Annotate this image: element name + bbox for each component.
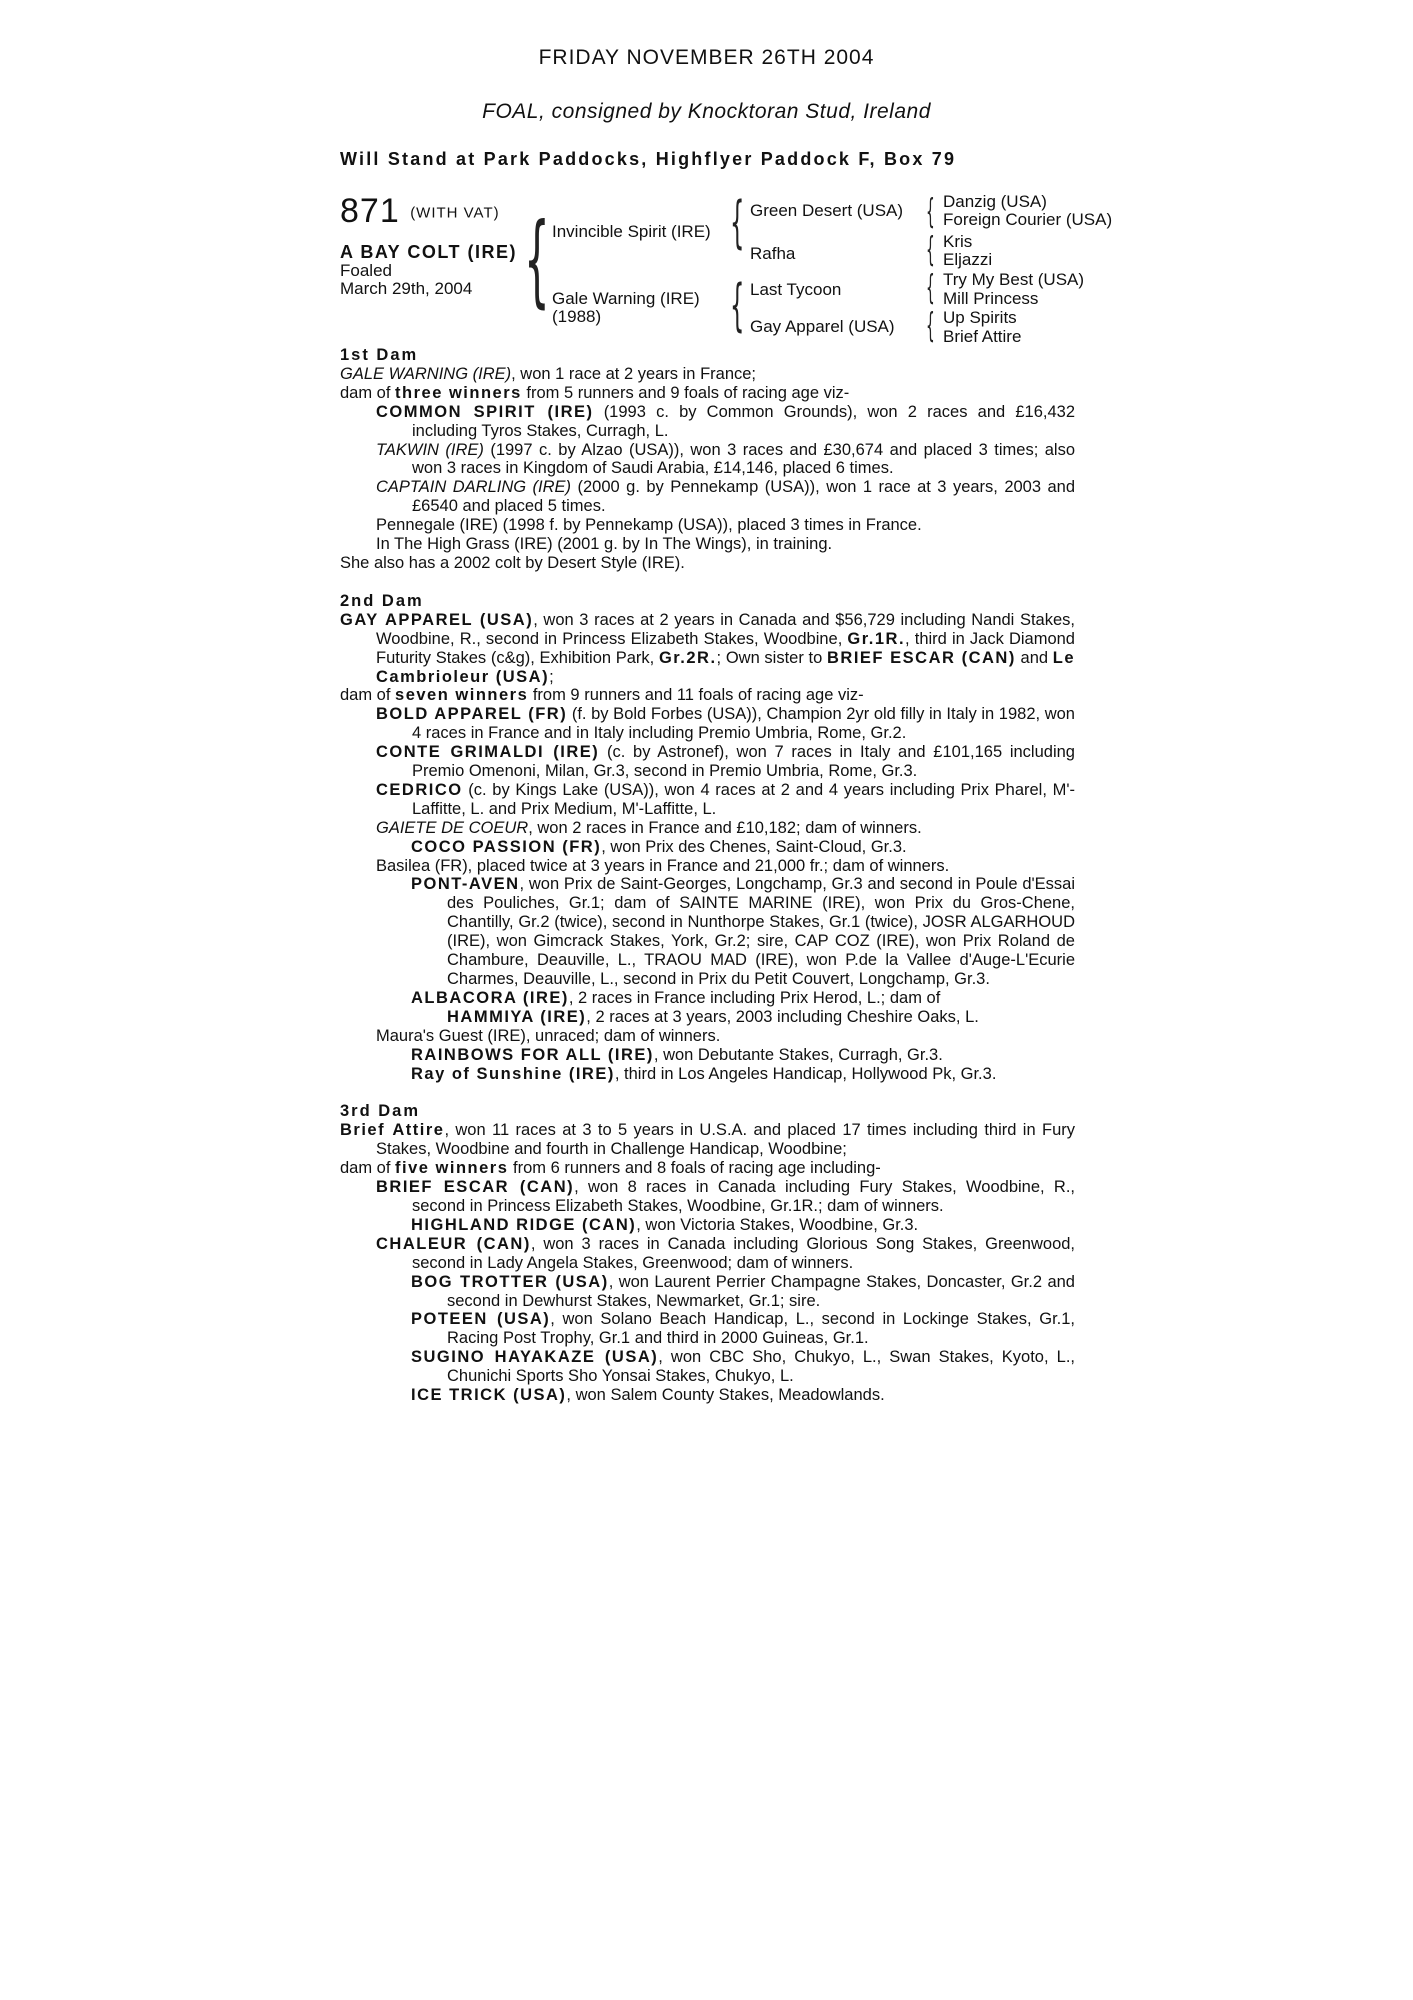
sale-date: FRIDAY NOVEMBER 26TH 2004: [538, 46, 875, 69]
produce-name: POTEEN (USA): [411, 1310, 551, 1329]
ggp-4: Eljazzi: [943, 250, 993, 269]
dam-name: [552, 290, 700, 326]
ggp-8: Brief Attire: [943, 327, 1022, 346]
produce-name: RAINBOWS FOR ALL (IRE): [411, 1045, 654, 1064]
grade: Gr.2R.: [658, 648, 717, 667]
sire-brace: {: [730, 190, 745, 255]
winners-count: five winners: [395, 1159, 509, 1178]
text: , third in Jack Diamond Futurity Stakes (c&g), Exhibition Park,: [376, 629, 1075, 667]
produce-entry: [340, 1216, 1075, 1235]
dam-name: GAY APPAREL (USA): [340, 610, 534, 629]
produce-entry: [340, 989, 1075, 1008]
produce-name: CAPTAIN DARLING (IRE): [376, 478, 572, 497]
produce-name: HIGHLAND RIDGE (CAN): [411, 1215, 637, 1234]
ggp-6: Mill Princess: [943, 289, 1039, 308]
produce-entry: [340, 1046, 1075, 1065]
second-dam-produce: [340, 686, 1075, 705]
dam-name: Brief Attire: [340, 1121, 445, 1140]
text: , third in Los Angeles Handicap, Hollywood Pk, Gr.3.: [614, 1064, 997, 1083]
dam-year: (1988): [552, 307, 602, 326]
dam-dam: Gay Apparel (USA): [750, 317, 895, 336]
text: dam of: [340, 383, 396, 402]
ggp-7: Up Spirits: [943, 308, 1017, 327]
dam-name-italic: GALE WARNING (IRE): [340, 364, 512, 383]
ggp-1: Danzig (USA): [943, 192, 1047, 211]
produce-entry: [340, 743, 1075, 781]
foaled-date: March 29th, 2004: [340, 279, 473, 298]
produce-name: Ray of Sunshine (IRE): [411, 1064, 615, 1083]
pedigree-body: [340, 346, 1075, 1405]
ggp-brace-3: {: [926, 268, 935, 308]
horse-description: A BAY COLT (IRE): [340, 242, 518, 262]
third-dam-heading: 3rd Dam: [340, 1102, 421, 1121]
text: , won 11 races at 3 to 5 years in U.S.A. and placed 17 times including third in Fury Stakes, Woodbine and fourth in Challenge Handicap, Woodbine;: [376, 1121, 1075, 1159]
produce-name: CEDRICO: [376, 780, 463, 799]
text: , won Salem County Stakes, Meadowlands.: [566, 1386, 885, 1405]
produce-name: COCO PASSION (FR): [411, 837, 602, 856]
produce-entry: [340, 1386, 1075, 1405]
produce-name: ALBACORA (IRE): [411, 988, 569, 1007]
produce-entry: Basilea (FR), placed twice at 3 years in France and 21,000 fr.; dam of winners.: [376, 856, 950, 875]
ggp-brace-1: {: [926, 192, 935, 232]
ggp-brace-2: {: [926, 230, 935, 270]
lot-number: [340, 192, 500, 231]
sibling-name: Le Cambrioleur (USA): [376, 648, 1076, 686]
text: , 2 races at 3 years, 2003 including Cheshire Oaks, L.: [586, 1007, 979, 1026]
text: , 2 races in France including Prix Herod, L.; dam of: [568, 988, 941, 1007]
stabling-location: Will Stand at Park Paddocks, Highflyer Paddock F, Box 79: [340, 149, 957, 169]
produce-name: TAKWIN (IRE): [376, 440, 484, 459]
text: dam of: [340, 1159, 396, 1178]
winners-count: three winners: [395, 383, 522, 402]
text: (c. by Kings Lake (USA)), won 4 races at 2 and 4 years including Prix Pharel, M'-Laffitte, L. and Prix Medium, M'-Laffitte, L.: [412, 780, 1075, 818]
produce-entry: [340, 403, 1075, 441]
produce-entry: Pennegale (IRE) (1998 f. by Pennekamp (USA)), placed 3 times in France.: [376, 516, 922, 535]
produce-entry: [340, 1178, 1075, 1216]
produce-entry: [340, 441, 1075, 479]
text: (c. by Astronef), won 7 races in Italy and £101,165 including Premio Omenoni, Milan, Gr.3, second in Premio Umbria, Rome, Gr.3.: [412, 743, 1075, 781]
text: , won Laurent Perrier Champagne Stakes, Doncaster, Gr.2 and second in Dewhurst Stakes, Newmarket, Gr.1; sire.: [447, 1272, 1075, 1310]
lot-number-value: 871: [340, 192, 400, 230]
text: and: [1015, 648, 1053, 667]
produce-name: COMMON SPIRIT (IRE): [376, 402, 594, 421]
produce-entry: [340, 1273, 1075, 1311]
produce-name: BOG TROTTER (USA): [411, 1272, 609, 1291]
produce-entry: [340, 875, 1075, 988]
produce-name: BRIEF ESCAR (CAN): [376, 1178, 575, 1197]
text: , won 2 races in France and £10,182; dam of winners.: [528, 818, 922, 837]
text: , won Solano Beach Handicap, L., second in Lockinge Stakes, Gr.1, Racing Post Trophy, Gr.1 and third in 2000 Guineas, Gr.1.: [447, 1310, 1075, 1348]
produce-entry: [340, 1008, 1075, 1027]
text: , won 3 races at 2 years in Canada and $56,729 including Nandi Stakes, Woodbine, R., second in Princess Elizabeth Stakes, Woodbine,: [376, 610, 1075, 648]
spacer: [340, 573, 1075, 592]
text: , won CBC Sho, Chukyo, L., Swan Stakes, Kyoto, L., Chunichi Sports Sho Yonsai Stakes, Chukyo, L.: [447, 1348, 1075, 1386]
vat-note: (WITH VAT): [410, 204, 500, 222]
produce-name: HAMMIYA (IRE): [447, 1007, 587, 1026]
third-dam-entry: [340, 1121, 1075, 1159]
sire-dam: Rafha: [750, 244, 796, 263]
ggp-brace-4: {: [926, 306, 935, 346]
sire-name: Invincible Spirit (IRE): [552, 222, 711, 241]
text: , won Debutante Stakes, Curragh, Gr.3.: [653, 1045, 943, 1064]
spacer: [340, 1083, 1075, 1102]
text: , won 3 races in Canada including Glorious Song Stakes, Greenwood, second in Lady Angela Stakes, Greenwood; dam of winners.: [412, 1234, 1076, 1272]
dam-name-line1: Gale Warning (IRE): [552, 289, 700, 308]
produce-name: PONT-AVEN: [411, 875, 520, 894]
text: ; Own sister to: [716, 648, 827, 667]
produce-name: BOLD APPAREL (FR): [376, 705, 568, 724]
foaled-label: Foaled: [340, 261, 392, 280]
winners-count: seven winners: [395, 686, 529, 705]
text: from 9 runners and 11 foals of racing age viz-: [528, 686, 864, 705]
second-dam-heading: 2nd Dam: [340, 591, 424, 610]
ggp-2: Foreign Courier (USA): [943, 210, 1113, 229]
text: (1997 c. by Alzao (USA)), won 3 races and £30,674 and placed 3 times; also won 3 races in Kingdom of Saudi Arabia, £14,146, placed 6 times.: [412, 440, 1075, 478]
produce-entry: [340, 478, 1075, 516]
first-dam-entry: [340, 365, 1075, 384]
text: from 6 runners and 8 foals of racing age including-: [508, 1159, 881, 1178]
first-dam-produce: [340, 384, 1075, 403]
text: (f. by Bold Forbes (USA)), Champion 2yr old filly in Italy in 1982, won 4 races in France and in Italy including Premio Umbria, Rome, Gr.2.: [412, 705, 1075, 743]
text: , won 8 races in Canada including Fury Stakes, Woodbine, R., second in Princess Elizabeth Stakes, Woodbine, Gr.1R.; dam of winners.: [412, 1178, 1075, 1215]
produce-name: SUGINO HAYAKAZE (USA): [411, 1348, 659, 1367]
produce-entry: Maura's Guest (IRE), unraced; dam of winners.: [376, 1026, 721, 1045]
foaled-info: [340, 262, 472, 298]
dam-sire: Last Tycoon: [750, 280, 842, 299]
text: (2000 g. by Pennekamp (USA)), won 1 race at 3 years, 2003 and £6540 and placed 5 times.: [412, 478, 1076, 516]
first-dam-heading: 1st Dam: [340, 346, 419, 364]
produce-name: CHALEUR (CAN): [376, 1234, 531, 1253]
consignment-line: FOAL, consigned by Knocktoran Stud, Ireland: [482, 100, 931, 123]
grade: Gr.1R.: [847, 629, 906, 648]
ggp-5: Try My Best (USA): [943, 270, 1085, 289]
text: , won Victoria Stakes, Woodbine, Gr.3.: [636, 1215, 919, 1234]
text: , won Prix de Saint-Georges, Longchamp, Gr.3 and second in Poule d'Essai des Pouliches, Gr.1; dam of SAINTE MARINE (IRE), won Prix du Gros-Chene, Chantilly, Gr.2 (twice), second in Nunthorpe Stakes, Gr.1 (twice), JOSR ALGARHOUD (IRE), won Gimcrack Stakes, York, Gr.2; sire, CAP COZ (IRE), won Prix Roland de Chambure, Deauville, L., TRAOU MAD (IRE), won P.de la Vallee d'Auge-L'Ecurie Charmes, Deauville, L., second in Prix du Petit Couvert, Longchamp, Gr.3.: [447, 875, 1075, 988]
produce-name: ICE TRICK (USA): [411, 1386, 567, 1405]
third-dam-produce: [340, 1159, 1075, 1178]
produce-name: CONTE GRIMALDI (IRE): [376, 743, 600, 762]
produce-entry: [340, 1065, 1075, 1084]
produce-entry: [340, 1348, 1075, 1386]
second-dam-entry: [340, 611, 1075, 687]
text: (1993 c. by Common Grounds), won 2 races and £16,432 including Tyros Stakes, Curragh, L.: [412, 402, 1075, 440]
produce-entry: [340, 1310, 1075, 1348]
dam-brace: {: [730, 273, 745, 338]
text: , won 1 race at 2 years in France;: [511, 364, 757, 383]
text: ;: [549, 667, 554, 686]
produce-entry: [340, 1235, 1075, 1273]
produce-name: GAIETE DE COEUR: [376, 818, 529, 837]
sire-dam-brace: {: [524, 201, 550, 318]
produce-entry: [340, 819, 1075, 838]
produce-entry: [340, 705, 1075, 743]
sire-sire: Green Desert (USA): [750, 201, 904, 220]
text: , won Prix des Chenes, Saint-Cloud, Gr.3.: [601, 837, 907, 856]
text: from 5 runners and 9 foals of racing age viz-: [521, 383, 850, 402]
produce-entry: In The High Grass (IRE) (2001 g. by In The Wings), in training.: [376, 535, 833, 554]
produce-entry: [340, 838, 1075, 857]
produce-note: She also has a 2002 colt by Desert Style (IRE).: [340, 553, 685, 572]
produce-entry: [340, 781, 1075, 819]
ggp-3: Kris: [943, 232, 973, 251]
sibling-name: BRIEF ESCAR (CAN): [826, 648, 1016, 667]
text: dam of: [340, 686, 396, 705]
